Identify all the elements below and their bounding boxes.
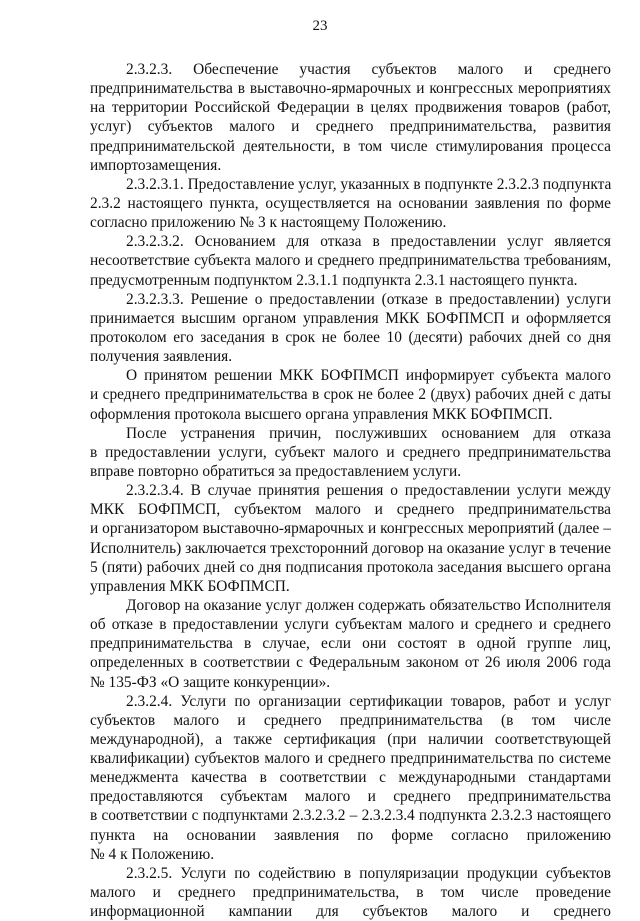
text-line: предоставляются субъектам малого и среднего предпринимательства [90, 788, 611, 806]
document-body [90, 60, 611, 921]
text-line: согласно приложению № 3 к настоящему Положению. [90, 214, 447, 232]
text-line: № 135-ФЗ «О защите конкуренции». [90, 673, 331, 691]
text-line: предусмотренным подпунктом 2.3.1.1 подпункта 2.3.1 настоящего пункта. [90, 271, 578, 289]
text-line: управления МКК БОФПМСП. [90, 577, 290, 595]
text-line: 2.3.2.5. Услуги по содействию в популяризации продукции субъектов [126, 864, 611, 882]
text-line: информационной кампании для субъектов малого и среднего [90, 903, 611, 921]
text-line: О принятом решении МКК БОФПМСП информирует субъекта малого [126, 367, 611, 385]
text-line: После устранения причин, послуживших основанием для отказа [126, 424, 611, 442]
page-number: 23 [312, 18, 328, 34]
text-line: об отказе в предоставлении услуги субъектам малого и среднего и среднего [90, 616, 611, 634]
text-line: 2.3.2.3.2. Основанием для отказа в предоставлении услуг является [126, 233, 611, 251]
text-line: в предоставлении услуги, субъект малого и среднего предпринимательства [90, 443, 611, 461]
text-line: предпринимательства в случае, если они состоят в одной группе лиц, [90, 635, 611, 653]
text-line: № 4 к Положению. [90, 845, 215, 863]
text-line: 2.3.2.3. Обеспечение участия субъектов малого и среднего [126, 61, 611, 78]
text-line: в соответствии с подпунктами 2.3.2.3.2 – 2.3.2.3.4 подпункта 2.3.2.3 настоящего [90, 807, 611, 825]
text-line: 2.3.2 настоящего пункта, осуществляется на основании заявления по форме [90, 194, 611, 212]
text-line: 2.3.2.3.1. Предоставление услуг, указанных в подпункте 2.3.2.3 подпункта [126, 175, 611, 193]
text-line: вправе повторно обратиться за предоставлением услуги. [90, 462, 462, 480]
text-line: 2.3.2.3.4. В случае принятия решения о предоставлении услуги между [126, 482, 611, 500]
text-line: субъектов малого и среднего предпринимательства (в том числе [90, 711, 611, 729]
text-line: 5 (пяти) рабочих дней со дня подписания протокола заседания высшего органа [90, 558, 611, 576]
text-line: импортозамещения. [90, 156, 222, 174]
text-line: 2.3.2.4. Услуги по организации сертификации товаров, работ и услуг [126, 692, 611, 710]
text-line: Договор на оказание услуг должен содержать обязательство Исполнителя [126, 596, 611, 614]
text-line: МКК БОФПМСП, субъектом малого и среднего предпринимательства [90, 501, 611, 519]
text-line: пункта на основании заявления по форме согласно приложению [90, 826, 611, 844]
text-line: квалификации) субъектов малого и среднего предпринимательства по системе [90, 750, 611, 768]
text-line: услуг) субъектов малого и среднего предпринимательства, развития [90, 118, 611, 136]
text-line: Исполнитель) заключается трехсторонний договор на оказание услуг в течение [90, 539, 611, 557]
text-line: менеджмента качества в соответствии с международными стандартами [90, 769, 611, 787]
text-line: малого и среднего предпринимательства, в том числе проведение [90, 884, 611, 902]
text-line: определенных в соответствии с Федеральным законом от 26 июля 2006 года [90, 654, 611, 672]
text-line: протоколом его заседания в срок не более 10 (десяти) рабочих дней со дня [90, 328, 611, 346]
text-line: международной), а также сертификация (при наличии соответствующей [90, 730, 611, 748]
text-line: предпринимательской деятельности, в том числе стимулирования процесса [90, 137, 611, 155]
text-line: принимается высшим органом управления МКК БОФПМСП и оформляется [90, 309, 611, 327]
text-line: и среднего предпринимательства в срок не более 2 (двух) рабочих дней с даты [90, 386, 611, 404]
text-line: получения заявления. [90, 348, 233, 366]
text-line: на территории Российской Федерации в целях продвижения товаров (работ, [90, 99, 611, 117]
text-line: оформления протокола высшего органа управления МКК БОФПМСП. [90, 405, 553, 423]
text-line: несоответствие субъекта малого и среднего предпринимательства требованиям, [90, 252, 611, 270]
text-line: и организатором выставочно-ярмарочных и конгрессных мероприятий (далее – [90, 520, 611, 538]
text-line: предпринимательства в выставочно-ярмарочных и конгрессных мероприятиях [90, 80, 611, 98]
text-line: 2.3.2.3.3. Решение о предоставлении (отказе в предоставлении) услуги [126, 290, 611, 308]
